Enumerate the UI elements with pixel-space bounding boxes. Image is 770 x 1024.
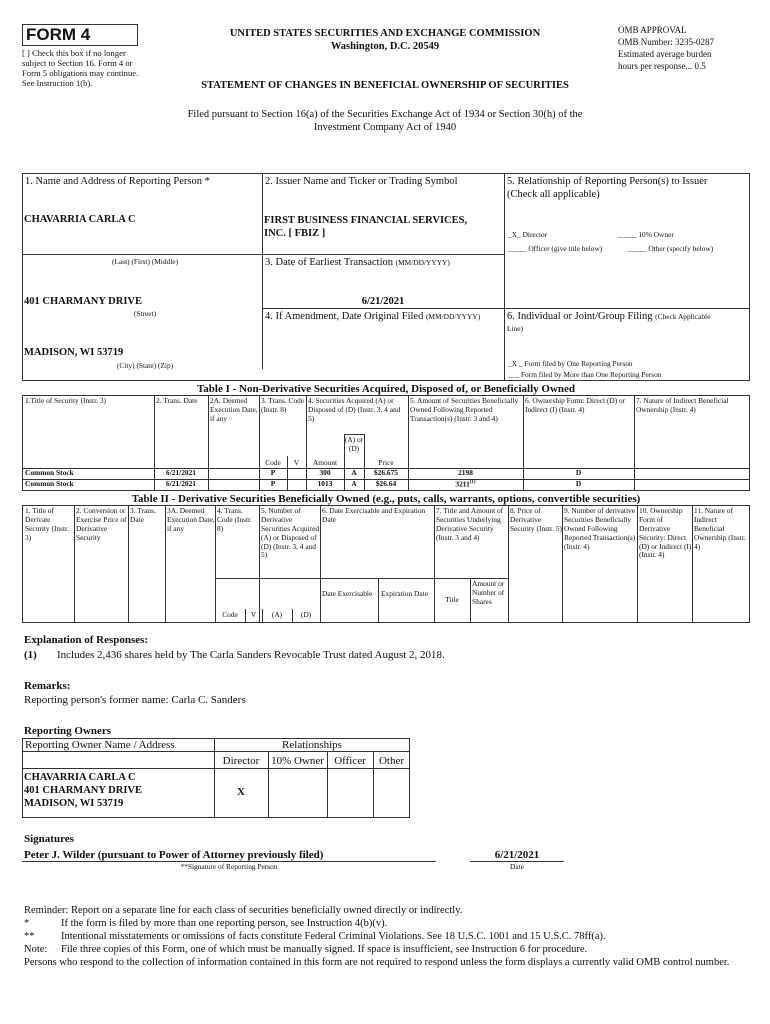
t1-h2: 2. Trans. Date (156, 396, 198, 405)
footnote-1-label: (1) (24, 649, 37, 661)
statement-title: STATEMENT OF CHANGES IN BENEFICIAL OWNERSHIP OF SECURITIES (201, 80, 569, 91)
t1-h4: 4. Securities Acquired (A) or Disposed of (D) (Instr. 3, 4 and 5) (308, 396, 401, 423)
t2-sub-a: (A) (271, 610, 283, 619)
filing-option-more: ___ Form filed by More than One Reporting Person (508, 370, 662, 379)
t1-h5: 5. Amount of Securities Beneficially Owned Following Reported Transaction(s) (Instr. 3 and 4) (410, 396, 519, 423)
box3-label-text: 3. Date of Earliest Transaction (265, 257, 394, 268)
t2-h10: 10. Ownership Form of Derivative Security: Direct (D) or Indirect (I) (Instr. 4) (639, 506, 692, 560)
reporting-grid (22, 173, 750, 381)
t2-sub-v: V (250, 610, 257, 619)
star1-text: If the form is filed by more than one reporting person, see Instruction 4(b)(v). (61, 918, 388, 929)
table-row: Common Stock (25, 468, 74, 477)
reporting-owners-heading: Reporting Owners (24, 725, 112, 737)
box1-label: 1. Name and Address of Reporting Person * (25, 176, 210, 187)
box6-label-small: (Check Applicable (655, 312, 711, 321)
signer: Peter J. Wilder (pursuant to Power of Attorney previously filed) (24, 849, 324, 861)
t1-h6: 6. Ownership Form: Direct (D) or Indirect (I) (Instr. 4) (525, 396, 626, 414)
street-caption: (Street) (133, 309, 157, 318)
signer-caption: **Signature of Reporting Person (180, 862, 278, 871)
box5-label1: 5. Relationship of Reporting Person(s) to Issuer (507, 176, 708, 187)
t2-sub-exp: Expiration Date (381, 589, 428, 598)
footnote-ref[interactable]: (1) (469, 480, 476, 485)
star2-text: Intentional misstatements or omissions of facts constitute Federal Criminal Violations. See 18 U.S.C. 1001 and 15 U.S.C. 78ff(a). (61, 931, 606, 942)
box3-label (265, 257, 450, 269)
t2-h9: 9. Number of derivative Securities Beneficially Owned Following Reported Transaction(s) (Instr. 4) (564, 506, 636, 551)
box4-label-text: 4. If Amendment, Date Original Filed (265, 311, 424, 322)
t2-h6: 6. Date Exercisable and Expiration Date (322, 506, 426, 524)
t2-sub-amount: Amount or Number of Shares (472, 579, 505, 606)
t2-sub-title: Title (445, 595, 459, 604)
note-text: File three copies of this Form, one of which must be manually signed. If space is insufficient, see Instruction 6 for procedure. (61, 944, 588, 955)
t1-r1-code: P (270, 468, 276, 477)
star2-mark: ** (24, 931, 35, 942)
t1-sub-amount: Amount (312, 458, 338, 467)
ro-col-officer: Officer (334, 755, 366, 767)
signatures-heading: Signatures (24, 833, 74, 845)
omb-line4: hours per response... 0.5 (618, 61, 706, 71)
t1-h2a: 2A. Deemed Execution Date, if any (210, 396, 258, 423)
table2-title: Table II - Derivative Securities Beneficially Owned (e.g., puts, calls, warrants, options, convertible securities) (131, 493, 641, 505)
relationship-officer: _____ Officer (give title below) (508, 244, 603, 253)
footnote-1-text: Includes 2,436 shares held by The Carla Sanders Revocable Trust dated August 2, 2018. (57, 649, 445, 661)
omb-line1: OMB APPROVAL (618, 25, 687, 35)
ro-col-director: Director (222, 755, 260, 767)
t2-h7: 7. Title and Amount of Securities Underlying Derivative Security (Instr. 3 and 4) (436, 506, 504, 542)
issuer-line1: FIRST BUSINESS FINANCIAL SERVICES, (264, 215, 468, 226)
reporting-person-street: 401 CHARMANY DRIVE (24, 296, 143, 307)
table1-title: Table I - Non-Derivative Securities Acquired, Disposed of, or Beneficially Owned (196, 383, 576, 395)
persons-notice: Persons who respond to the collection of information contained in this form are not required to respond unless the form displays a currently valid OMB control number. (24, 957, 730, 968)
t1-r2-code: P (270, 479, 276, 488)
ro-col-other: Other (378, 755, 405, 767)
ro-owner-line1: CHAVARRIA CARLA C (24, 772, 136, 783)
ro-col-name: Reporting Owner Name / Address (25, 739, 175, 751)
t1-sub-v: V (293, 458, 300, 467)
t1-sub-code: Code (265, 458, 281, 467)
t2-h3: 3. Trans. Date (130, 506, 156, 524)
t2-h8: 8. Price of Derivative Security (Instr. 5) (510, 506, 562, 533)
t1-r2-form: D (575, 479, 582, 488)
t1-r2-owned-cell (408, 480, 523, 489)
reporting-person-city: MADISON, WI 53719 (24, 347, 124, 358)
relationship-other: _____ Other (specify below) (628, 244, 714, 253)
reminder: Reminder: Report on a separate line for each class of securities beneficially owned directly or indirectly. (24, 905, 463, 916)
t2-h1: 1. Title of Derivate Security (Instr. 3) (25, 506, 69, 542)
box4-label (265, 311, 480, 323)
box4-label-small: (MM/DD/YYYY) (425, 312, 481, 321)
agency-line2: Washington, D.C. 20549 (330, 41, 440, 52)
t1-h7: 7. Nature of Indirect Beneficial Ownership (Instr. 4) (636, 396, 729, 414)
explanation-heading: Explanation of Responses: (24, 634, 149, 646)
filed-pursuant-2: Investment Company Act of 1940 (313, 122, 457, 133)
t1-h1: 1.Title of Security (Instr. 3) (25, 396, 107, 405)
note-mark: Note: (24, 944, 48, 955)
t1-r1-price: $26.675 (373, 468, 399, 477)
t2-sub-code: Code (222, 610, 238, 619)
box6-label (507, 311, 747, 323)
t1-sub-aord: (A) or (D) (344, 435, 364, 453)
t2-sub-date-ex: Date Exercisable (322, 589, 373, 598)
check-box-text: [ ] Check this box if no longer subject to Section 16. Form 4 or Form 5 obligations may continue. See Instruction 1(b). (22, 48, 139, 88)
box5-label2: (Check all applicable) (507, 189, 600, 200)
t1-r2-date: 6/21/2021 (166, 479, 196, 488)
agency-line1: UNITED STATES SECURITIES AND EXCHANGE COMMISSION (229, 28, 541, 39)
star1-mark: * (24, 918, 30, 929)
t1-r1-owned: 2198 (458, 468, 473, 477)
t1-r2-aord: A (351, 479, 357, 488)
filed-pursuant-1: Filed pursuant to Section 16(a) of the Securities Exchange Act of 1934 or Section 30(h) of the (187, 109, 583, 120)
ro-director-mark: X (237, 786, 245, 798)
signature-date: 6/21/2021 (494, 849, 540, 861)
city-caption: (City) (State) (Zip) (116, 361, 174, 370)
box3-label-small: (MM/DD/YYYY) (395, 258, 450, 267)
t2-h2: 2. Conversion or Exercise Price of Derivative Security (76, 506, 127, 542)
box2-label: 2. Issuer Name and Ticker or Trading Symbol (265, 176, 458, 187)
box6-label-small2: Line) (507, 324, 524, 333)
t2-h5: 5. Number of Derivative Securities Acquired (A) or Disposed of (D) (Instr. 3, 4 and 5) (261, 506, 320, 560)
t1-h3: 3. Trans. Code (Instr. 8) (261, 396, 305, 414)
t1-r1-date: 6/21/2021 (166, 468, 196, 477)
t1-sub-price: Price (378, 458, 394, 467)
t2-h11: 11. Nature of Indirect Beneficial Ownership (Instr. 4) (694, 506, 746, 551)
date-caption: Date (510, 862, 524, 871)
t1-r1-amount: 300 (319, 468, 331, 477)
reporting-person-name: CHAVARRIA CARLA C (24, 214, 136, 225)
t2-h3a: 3A. Deemed Execution Date, if any (167, 506, 215, 533)
form-title: FORM 4 (26, 25, 91, 44)
t1-r1-form: D (575, 468, 582, 477)
filing-option-one: _X _ Form filed by One Reporting Person (508, 359, 633, 368)
ro-col-10: 10% Owner (271, 755, 324, 767)
ro-owner-line2: 401 CHARMANY DRIVE (24, 785, 143, 796)
remarks-heading: Remarks: (24, 680, 71, 692)
ro-col-rel: Relationships (282, 739, 342, 751)
t2-h4: 4. Trans. Code (Instr. 8) (217, 506, 252, 533)
t1-r1-aord: A (351, 468, 357, 477)
ro-owner-line3: MADISON, WI 53719 (24, 798, 124, 809)
t1-r2-amount: 1013 (317, 479, 333, 488)
box6-label-text: 6. Individual or Joint/Group Filing (507, 311, 653, 322)
omb-line3: Estimated average burden (618, 49, 712, 59)
remarks-text: Reporting person's former name: Carla C. Sanders (24, 694, 246, 706)
table-row: Common Stock (25, 479, 74, 488)
issuer-line2: INC. [ FBIZ ] (264, 228, 326, 239)
relationship-10pct: _____ 10% Owner (618, 230, 674, 239)
relationship-director: _X_ Director (508, 230, 548, 239)
t1-r2-price: $26.64 (375, 479, 397, 488)
t2-sub-d: (D) (300, 610, 312, 619)
omb-line2: OMB Number: 3235-0287 (618, 37, 714, 47)
name-caption: (Last) (First) (Middle) (111, 257, 179, 266)
earliest-transaction-date: 6/21/2021 (361, 296, 405, 307)
t1-r2-owned: 3211 (455, 479, 470, 489)
